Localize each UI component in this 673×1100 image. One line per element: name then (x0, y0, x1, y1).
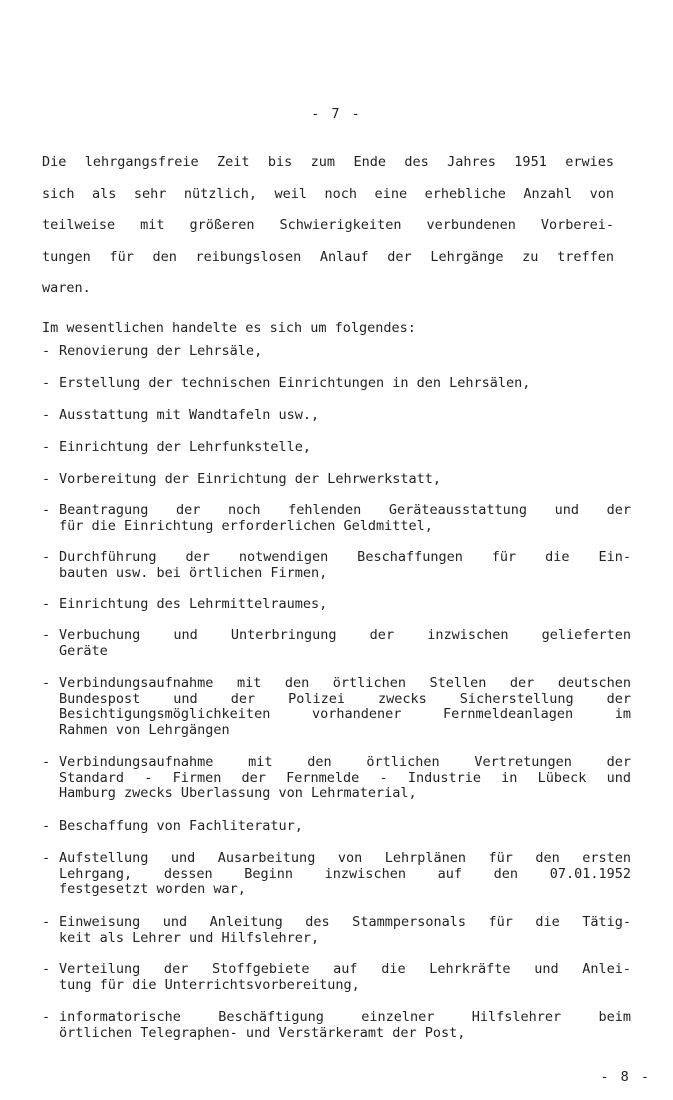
list-item-line: Ausstattung mit Wandtafeln usw., (59, 408, 320, 423)
list-dash: - (42, 549, 51, 565)
list-dash: - (42, 914, 51, 930)
list-item-line: Beschaffung von Fachliteratur, (59, 819, 303, 834)
list-item-line: informatorische Beschäftigung einzelner Hilfslehrer beim (59, 1010, 631, 1025)
list-dash: - (42, 471, 51, 487)
list-item-line: Bundespost und der Polizei zwecks Sicherstellung der (59, 691, 631, 707)
list-dash: - (42, 502, 51, 518)
list-item-line: Besichtigungsmöglichkeiten vorhandener Fernmeldeanlagen im (59, 707, 631, 722)
list-item (42, 819, 631, 835)
list-dash: - (42, 850, 51, 866)
list-item-line: tung für die Unterrichtsvorbereitung, (59, 977, 360, 993)
list-item-line: Standard - Firmen der Fernmelde - Industrie in Lübeck und (59, 770, 631, 786)
list-item-line: Verbindungsaufnahme mit den örtlichen Stellen der deutschen (59, 676, 631, 691)
list-item-line: Renovierung der Lehrsäle, (59, 344, 263, 359)
list-item (42, 440, 631, 456)
list-item (42, 376, 631, 392)
paragraph-line: sich als sehr nützlich, weil noch eine erhebliche Anzahl von (42, 185, 614, 202)
list-item-line: Verbindungsaufnahme mit den örtlichen Vertretungen der (59, 755, 631, 770)
paragraph-line: teilweise mit größeren Schwierigkeiten verbundenen Vorberei- (42, 217, 614, 233)
list-dash: - (42, 1009, 51, 1025)
list-item (42, 597, 631, 613)
list-dash: - (42, 754, 51, 770)
list-item (42, 915, 631, 946)
list-dash: - (42, 961, 51, 977)
list-item-line: Beantragung der noch fehlenden Geräteausstattung und der (59, 503, 631, 518)
list-item (42, 408, 631, 424)
list-dash: - (42, 343, 51, 359)
list-item-line: Einweisung und Anleitung des Stammpersonals für die Tätig- (59, 915, 631, 930)
list-item (42, 755, 631, 802)
list-item-line: Aufstellung und Ausarbeitung von Lehrplänen für den ersten (59, 851, 631, 866)
list-item-line: Einrichtung der Lehrfunkstelle, (59, 440, 311, 455)
list-item-line: Durchführung der notwendigen Beschaffungen für die Ein- (59, 550, 631, 565)
list-dash: - (42, 675, 51, 691)
list-dash: - (42, 818, 51, 834)
list-item-line: festgesetzt worden war, (59, 882, 246, 897)
list-item (42, 962, 631, 993)
list-item-line: Verbuchung und Unterbringung der inzwischen gelieferten (59, 628, 631, 643)
list-item (42, 344, 631, 360)
paragraph-line: Die lehrgangsfreie Zeit bis zum Ende des Jahres 1951 erwies (42, 154, 614, 170)
list-item (42, 1010, 631, 1041)
list-intro: Im wesentlichen handelte es sich um folgendes: (42, 320, 416, 336)
list-dash: - (42, 596, 51, 612)
list-dash: - (42, 627, 51, 643)
list-item-line: bauten usw. bei örtlichen Firmen, (59, 565, 328, 581)
list-item (42, 628, 631, 659)
page-number: - 7 - (311, 106, 362, 122)
list-item (42, 503, 631, 534)
list-item-line: Rahmen von Lehrgängen (59, 722, 230, 738)
paragraph-line: tungen für den reibungslosen Anlauf der Lehrgänge zu treffen (42, 248, 614, 265)
list-item-line: Geräte (59, 643, 108, 659)
list-item-line: Vorbereitung der Einrichtung der Lehrwerkstatt, (59, 472, 442, 487)
list-item-line: Verteilung der Stoffgebiete auf die Lehrkräfte und Anlei- (59, 962, 631, 977)
list-dash: - (42, 439, 51, 455)
list-item (42, 676, 631, 738)
intro-paragraph (42, 153, 614, 311)
list-item-line: keit als Lehrer und Hilfslehrer, (59, 930, 320, 946)
list-item-line: Hamburg zwecks Überlassung von Lehrmaterial, (59, 786, 417, 801)
list-item-line: Lehrgang, dessen Beginn inzwischen auf den 07.01.1952 (59, 866, 631, 882)
list-item (42, 472, 631, 488)
list-dash: - (42, 407, 51, 423)
list-item (42, 851, 631, 898)
list-dash: - (42, 375, 51, 391)
list-item-line: örtlichen Telegraphen- und Verstärkeramt der Post, (59, 1025, 466, 1041)
list-item-line: Einrichtung des Lehrmittelraumes, (59, 597, 328, 612)
list-item-line: Erstellung der technischen Einrichtungen in den Lehrsälen, (59, 376, 531, 391)
next-page-number: - 8 - (600, 1069, 651, 1085)
list-item (42, 550, 631, 581)
paragraph-line: waren. (42, 280, 91, 296)
list-item-line: für die Einrichtung erforderlichen Geldmittel, (59, 518, 433, 534)
